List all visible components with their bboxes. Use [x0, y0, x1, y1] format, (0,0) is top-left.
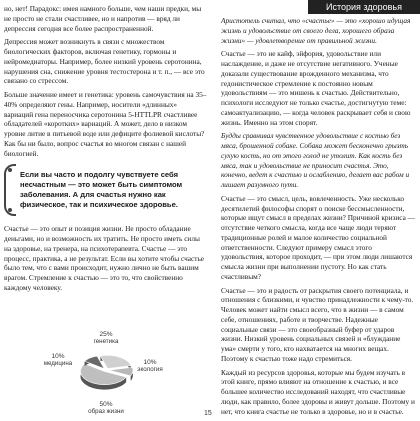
running-header: История здоровья	[308, 0, 420, 14]
pie-chart-svg	[4, 326, 209, 416]
pie-value-label: 10%	[143, 359, 157, 366]
pie-category-label: экология	[137, 366, 163, 373]
paragraph-italic: Будды сравнивал чувственное удовольствие с костью без мяса, брошенной собаке. Собака может бесконечно грызть сухую кость, но от этого голод не утолит. Как кость без мяса, так и удовольствие не приносит счастья. Это, конечно, ведет к счастью и ослаблению, делает вас рабом и лишает разумного пути.	[221, 131, 410, 189]
pie-value-label: 25%	[99, 331, 113, 338]
paragraph: Больше значение имеет и генетика: уровень самочувствия на 35–40% определяют гены. Например, носители «длинных» вариаций гена переносчика серотонина 5-HTTLPR счастливее обладателей «коротких» вариаций. А может, дело в низком уровне литие в питьевой воде или дефиците фолиевой кислоты? Как бы ни было, вопрос счастья во многом связан с нашей биологией.	[4, 90, 207, 158]
paragraph: Счастье — это смысл, цель, вовлеченность. Уже несколько десятилетий философы спорят о поиске бессмысленности, которые ищут смысл в пределах жизни? Причиной кризиса — отсутствие четкого смысла, когда все чаще люди теряют традиционные ролей и малое количество социальной ответственности. Следуют примеру смысл этого удовольствия, которое проходит, — при этом люди лишаются смысла жизни при выполнении пустоту. Но как стать счастливым?	[221, 193, 415, 281]
paragraph-italic: Аристотель считал, что «счастье» — это «хорошо идущая жизнь и удовольствие от своего дела, хорошего образа жизни» — удовлетворение от правильной жизни.	[221, 16, 411, 45]
paragraph: Депрессия может возникнуть в связи с множеством биологических факторов, включая генетику, гормоны и нейромедиаторы. Например, более низкий уровень серотонина, нарушения сна, снижение уровня тестостерона и т. п., — все это связано со стрессом.	[4, 37, 205, 86]
pie-value-label: 10%	[51, 353, 65, 360]
pie-category-label: образ жизни	[88, 408, 124, 415]
pie-chart	[4, 326, 209, 416]
paragraph: Счастье — это не кайф, эйфория, удовольствие или наслаждение, и даже не отсутствие негативного. Ученые доказали существование врожденного механизма, что гедонистическое стремление к постоянно новым удовольствиям — это мишень к счастью. Действительно, психологи исследуют не только счастье, достигнутую теме: самоактуализацию, — когда человек раскрывает себя и свою жизнь. Именно на этом спорят.	[221, 49, 411, 127]
right-column	[221, 16, 415, 420]
left-column	[4, 4, 207, 297]
pie-slice-0	[100, 355, 131, 368]
callout-box	[4, 164, 207, 216]
callout-text: Если вы часто и подолгу чувствуете себя несчастным — это может быть симптомом заболевания. А для счастья нужно как физическое, так и психическое здоровье.	[20, 170, 183, 210]
pie-category-label: медицина	[43, 360, 73, 367]
page-number: 15	[204, 410, 212, 417]
paragraph: Счастье — это и радость от раскрытия своего потенциала, и отношения с близкими, и чувство принадлежности к чему-то. Человек может найти смысл всего, что в жизни — в самом себе, отношениях, работе и творчестве. Надежные социальные связи — это своеобразный буфер от ударов жизни. Низкий уровень социальных связей и «блуждание ума» смерти у того, кто нахватается на многих вещах. Поэтому к счастью тоже надо стремиться.	[221, 285, 414, 363]
pie-category-label: генетика	[93, 338, 119, 345]
pie-value-label: 50%	[99, 401, 113, 408]
paragraph: Счастье — это опыт и позиция жизни. Не просто обладание деньгами, но и возможность их тратить. Не просто иметь силы на здоровье, на тренера, на психотерапевта. Счастье — это процесс, практика, а не результат. Если вы хотите чтобы счастье было тем, что с вами происходит, нужно лично не быть вашим врагом. Стремление к счастью — это то, что свойственно каждому человеку.	[4, 224, 205, 292]
paragraph: но, нет! Парадокс: имея намного больше, чем наши предки, мы не просто не стали счастливее, но и напротив — вряд ли депрессия сегодня все более распространенной.	[4, 4, 202, 33]
paragraph: Каждый из ресурсов здоровья, которые мы будем изучать в этой книге, прямо влияют на отношение к счастью, и все большее количество исследований находят, что счастливые люди, как правило, более здоровы и живут дольше. Поэтому и нет, что книга счастье не только в здоровье, но и в счастье.	[221, 367, 415, 416]
